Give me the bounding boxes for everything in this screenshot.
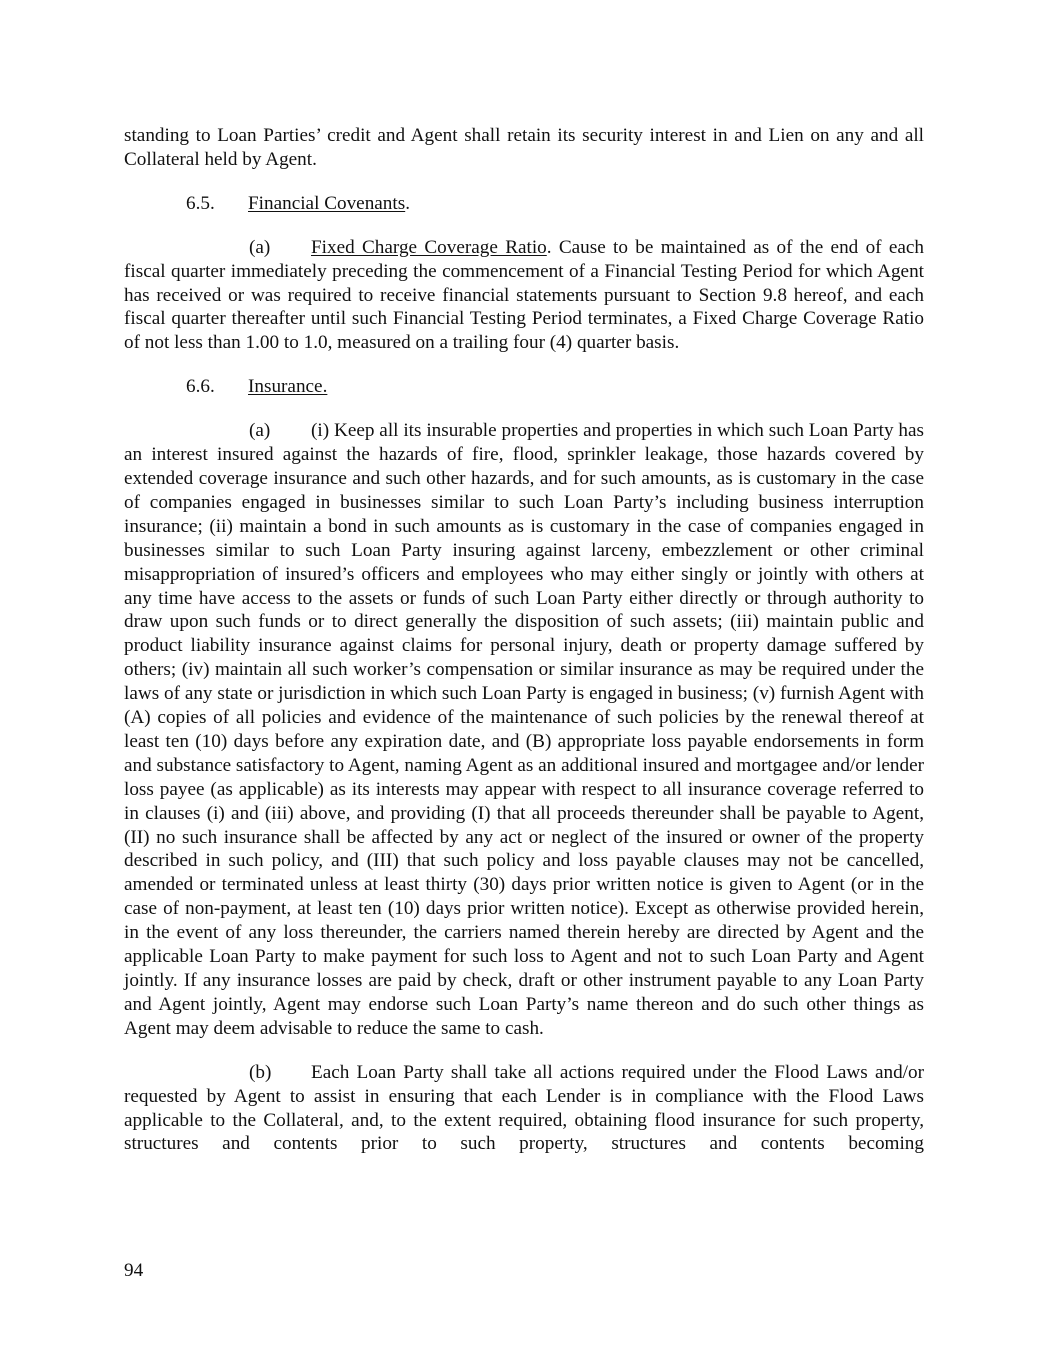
section-6-6-a-paragraph xyxy=(124,419,924,1041)
subsection-label: (a) xyxy=(249,420,271,442)
subsection-label: (b) xyxy=(249,1061,272,1083)
section-number: 6.6. xyxy=(186,376,215,398)
section-title: Financial Covenants xyxy=(248,192,406,214)
continuation-paragraph: standing to Loan Parties’ credit and Agent shall retain its security interest in and Lien on any and all Collateral held by Agent. xyxy=(124,125,924,170)
subsection-title: Fixed Charge Coverage Ratio xyxy=(311,236,547,258)
section-title: Insurance. xyxy=(248,376,328,398)
section-6-6-b-paragraph xyxy=(124,1061,924,1157)
subsection-label: (a) xyxy=(249,236,271,258)
section-number: 6.5. xyxy=(186,192,215,214)
section-6-5-heading: 6.5. Financial Covenants. xyxy=(186,192,410,214)
paragraph-text: Each Loan Party shall take all actions required under the Flood Laws and/or requested by Agent to assist in ensuring that each Lender is in compliance with the Flood Laws applicable to the Collateral, and, to the extent required, obtaining flood insurance for such property, structures and contents prior to such property, structures and contents becoming xyxy=(124,1061,924,1155)
page-number: 94 xyxy=(124,1260,144,1281)
document-page xyxy=(124,124,924,1176)
paragraph-text: (i) Keep all its insurable properties and properties in which such Loan Party has an interest insured against the hazards of fire, flood, sprinkler leakage, those hazards covered by extended coverage insurance and such other hazards, and for such amounts, as is customary in the case of companies engaged in businesses similar to such Loan Party’s including business interruption insurance; (ii) maintain a bond in such amounts as is customary in the case of companies engaged in businesses similar to such Loan Party insuring against larceny, embezzlement or other criminal misappropriation of insured’s officers and employees who may either singly or jointly with others at any time have access to the assets or funds of such Loan Party either directly or through authority to draw upon such funds or to direct generally the disposition of such assets; (iii) maintain public and product liability insurance against claims for personal injury, death or property damage suffered by others; (iv) maintain all such worker’s compensation or similar insurance as may be required under the laws of any state or jurisdiction in which such Loan Party is engaged in business; (v) furnish Agent with (A) copies of all policies and evidence of the maintenance of such policies by the renewal thereof at least ten (10) days before any expiration date, and (B) appropriate loss payable endorsements in form and substance satisfactory to Agent, naming Agent as an additional insured and mortgagee and/or lender loss payee (as applicable) as its interests may appear with respect to all insurance coverage referred to in clauses (i) and (iii) above, and providing (I) that all proceeds thereunder shall be payable to Agent, (II) no such insurance shall be affected by any act or neglect of the insured or owner of the property described in such policy, and (III) that such policy and loss payable clauses may not be cancelled, amended or terminated unless at least thirty (30) days prior written notice is given to Agent (or in the case of non-payment, at least ten (10) days prior written notice). Except as otherwise provided herein, in the event of any loss thereunder, the carriers named therein hereby are directed by Agent and the applicable Loan Party to make payment for such loss to Agent and not to such Loan Party and Agent jointly. If any insurance losses are paid by check, draft or other instrument payable to any Loan Party and Agent jointly, Agent may endorse such Loan Party’s name thereon and do such other things as Agent may deem advisable to reduce the same to cash. xyxy=(124,420,924,1039)
section-6-6-heading xyxy=(124,375,924,399)
paragraph-text: . Cause to be maintained as of the end of each fiscal quarter immediately preceding the commencement of a Financial Testing Period for which Agent has received or was required to receive financial statements pursuant to Section 9.8 hereof, and each fiscal quarter thereafter until such Financial Testing Period terminates, a Fixed Charge Coverage Ratio of not less than 1.00 to 1.0, measured on a trailing four (4) quarter basis. xyxy=(124,236,924,354)
section-6-5-a-paragraph xyxy=(124,236,924,356)
